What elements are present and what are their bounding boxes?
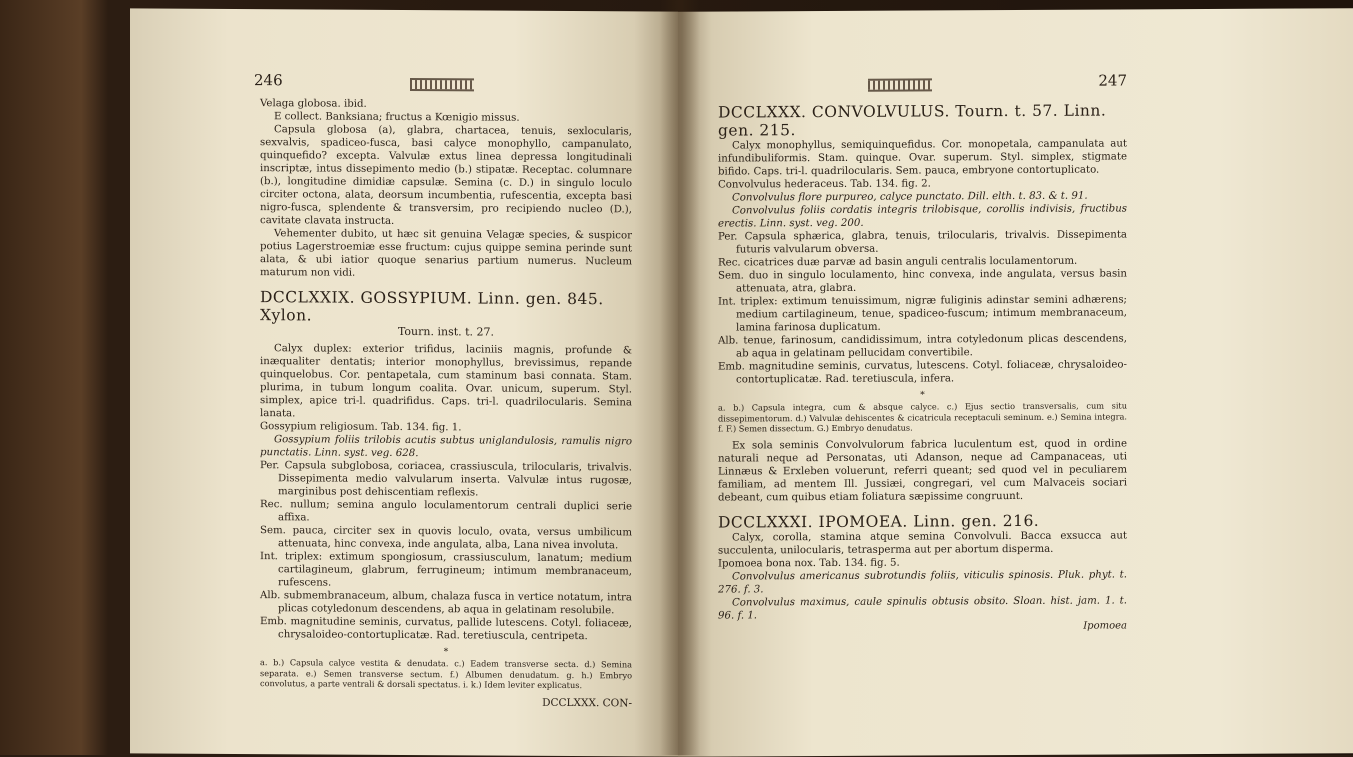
paragraph: Calyx, corolla, stamina atque semina Convolvuli. Bacca exsucca aut succulenta, unilocularis, tetrasperma aut per abortum disperma. [718,529,1127,557]
paragraph: Ipomoea bona nox. Tab. 134. fig. 5. [718,557,900,570]
right-page-header [718,71,1127,99]
paragraph: Ex sola seminis Convolvulorum fabrica luculentum est, quod in ordine naturali neque ad Personatas, uti Adanson, neque ad Campanaceas, uti Linnæus & Erxleben voluerunt, referri queant; sed quod vel in peculiarem familiam, ad mentem Ill. Jussiæi, congregari, vel cum Malvaceis sociari debeant, cum quibus etiam foliatura sæpissime congruunt. [718,437,1127,504]
paragraph: Convolvulus maximus, caule spinulis obtusis obsito. Sloan. hist. jam. 1. t. 96. f. 1. [718,594,1127,622]
paragraph: Emb. magnitudine seminis, curvatus, pallide lutescens. Cotyl. foliaceæ, chrysaloideo-contortuplicatæ. Rad. teretiuscula, centripeta. [260,616,632,643]
paragraph: Int. triplex: extimum tenuissimum, nigræ fuliginis adinstar semini adhærens; medium cartilagineum, tenue, spadiceo-fuscum; intimum membranaceum, lamina farinosa duplicatum. [718,294,1127,334]
paragraph: Rec. cicatrices duæ parvæ ad basin anguli centralis loculamentorum. [718,255,1078,269]
right-section-body [718,137,1127,386]
right-section-heading: DCCLXXX. CONVOLVULUS. Tourn. t. 57. Linn. gen. 215. [718,101,1107,140]
ornament-icon [410,78,474,91]
paragraph: Calyx monophyllus, semiquinquefidus. Cor. monopetala, campanulata aut infundibuliformis. Stam. quinque. Ovar. superum. Styl. simplex, stigmate bifido. Caps. tri-l. quadrilocularis. Sem. pauca, embryone contortuplicato. [718,138,1127,178]
paragraph: Velaga globosa. ibid. [260,98,367,110]
right-footnotes: a. b.) Capsula integra, cum & absque calyce. c.) Ejus sectio transversalis, cum situ dissepimentorum. d.) Valvulæ dehiscentes & cicatricula receptaculi seminum. e.) Semina integra. f. F.) Semen dissectum. G.) Embryo denudatus. [718,400,1127,434]
paragraph: Capsula globosa (a), glabra, chartacea, tenuis, sexlocularis, sexvalvis, spadiceo-fusca, basi calyce monophyllo, campanulato, quinquefido? excepta. Valvulæ extus linea depressa longitudinali inscriptæ, intus dissepimento medio (b.) stipatæ. Receptac. columnare (b.), longitudine dimidiæ capsulæ. Semina (c. D.) in singulo loculo circiter octona, alata, deorsum incumbentia, rufescentia, excepta basi nigro-fusca, splendente & transversim, pro recipiendo nucleo (D.), cavitate clavata instructa. [260,124,632,227]
right-remark [718,437,1127,504]
paragraph: Alb. tenue, farinosum, candidissimum, intra cotyledonum plicas descendens, ab aqua in gelatinam pellucidam convertibile. [718,333,1127,360]
paragraph: Gossypium religiosum. Tab. 134. fig. 1. [260,421,462,434]
left-page-number: 246 [254,71,283,90]
right-catchword: Ipomoea [1083,619,1127,632]
paragraph: Per. Capsula subglobosa, coriacea, crassiuscula, trilocularis, trivalvis. Dissepimenta medio valvularum inserta. Valvulæ intus rugosæ, marginibus post dehiscentiam reflexis. [260,460,632,499]
paragraph: Convolvulus americanus subrotundis foliis, viticulis spinosis. Pluk. phyt. t. 276. f. 3. [718,568,1127,596]
paragraph: Gossypium foliis trilobis acutis subtus uniglandulosis, ramulis nigro punctatis. Linn. syst. veg. 628. [260,434,632,460]
left-section-subheading: Tourn. inst. t. 27. [397,324,495,339]
paragraph: Sem. pauca, circiter sex in quovis loculo, ovata, versus umbilicum attenuata, hinc convexa, inde angulata, alba, Lana nivea involuta. [260,525,632,552]
paragraph: Per. Capsula sphærica, glabra, tenuis, trilocularis, trivalvis. Dissepimenta futuris valvularum obversa. [718,229,1127,256]
paragraph: E collect. Banksiana; fructus a Kœnigio missus. [274,111,520,124]
paragraph: Sem. duo in singulo loculamento, hinc convexa, inde angulata, versus basin attenuata, atra, glabra. [718,268,1127,295]
paragraph: Vehementer dubito, ut hæc sit genuina Velagæ species, & suspicor potius Lagerstroemiæ esse fructum: cujus quippe semina perinde sunt alata, & ubi iatior quoque senarius partium numerus. Nucleum maturum non vidi. [260,228,632,279]
left-page-header [254,71,632,99]
paragraph: Convolvulus flore purpureo, calyce punctato. Dill. elth. t. 83. & t. 91. [732,190,1088,204]
paragraph: Convolvulus hederaceus. Tab. 134. fig. 2. [718,178,931,191]
left-section-heading: DCCLXXIX. GOSSYPIUM. Linn. gen. 845. Xylon. [260,288,604,325]
left-note-mark: * [443,647,449,658]
paragraph: Int. triplex: extimum spongiosum, crassiusculum, lanatum; medium cartilagineum, glabrum, ferrugineum; intimum membranaceum, rufescens. [260,551,632,589]
paragraph: Alb. submembranaceum, album, chalaza fusca in vertice notatum, intra plicas cotyledonum descendens, ab aqua in gelatinam resolubile. [260,590,632,617]
paragraph: Rec. nullum; semina angulo loculamentorum centrali duplici serie affixa. [260,499,632,524]
left-intro-text [260,97,632,281]
left-footnotes: a. b.) Capsula calyce vestita & denudata. c.) Eadem transverse secta. d.) Semina separata. e.) Semen transverse sectum. f.) Albumen denudatum. g. h.) Embryo convolutus, a parte ventrali & dorsali spectatus. i. k.) Idem leviter explicatus. [260,657,632,691]
left-catchword: DCCLXXX. CON- [542,696,632,709]
ornament-icon [868,78,932,91]
right-page-number: 247 [1098,71,1127,90]
right-page [678,8,1353,757]
paragraph: Emb. magnitudine seminis, curvatus, lutescens. Cotyl. foliaceæ, chrysaloideo-contortuplicatæ. Rad. teretiuscula, infera. [718,359,1127,386]
paragraph: Convolvulus foliis cordatis integris trilobisque, corollis indivisis, fructibus erectis. Linn. syst. veg. 200. [718,203,1127,230]
right-section-heading-2: DCCLXXXI. IPOMOEA. Linn. gen. 216. [718,511,1040,532]
left-page [130,8,678,756]
paragraph: Calyx duplex: exterior trifidus, laciniis magnis, profunde & inæqualiter dentatis; interior monophyllus, brevissimus, repande quinquelobus. Cor. pentapetala, cum staminum basi connata. Stam. plurima, in tubum longum coalita. Ovar. unicum, superum. Styl. simplex, apice tri-l. quadrifidus. Caps. tri-l. quadrilocularis. Semina lanata. [260,343,632,420]
right-section-body-2 [718,529,1127,622]
left-section-body [260,342,632,643]
right-note-mark: * [920,390,925,401]
